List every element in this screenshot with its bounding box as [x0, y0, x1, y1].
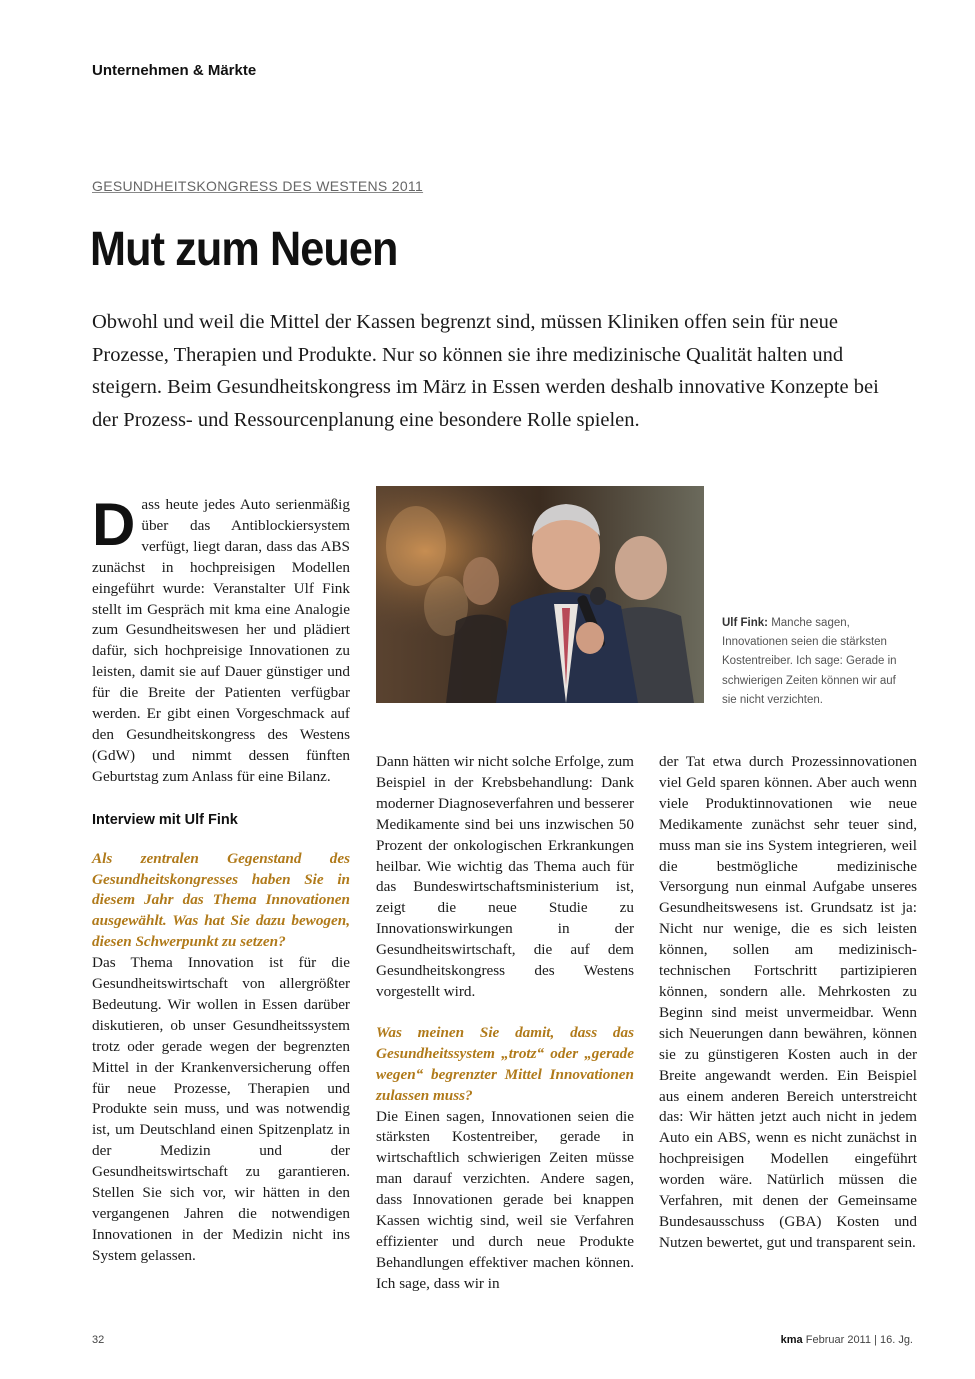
answer-2: Die Einen sagen, Innovationen seien die stärksten Kostentreiber, gerade in wirtschaftlich schwierigen Zeiten müsse man darauf verzichten. Andere sagen, dass Innovationen gerade bei knappen Kassen wichtig sind, weil sie Verfahren effizienter und durch neue Produkte Behandlungen effektiver machen können. Ich sage, dass wir in — [376, 1107, 634, 1292]
interview-subhead: Interview mit Ulf Fink — [92, 811, 238, 828]
text-column-2 — [376, 752, 634, 1295]
portrait-photo — [376, 486, 704, 703]
paragraph-3: der Tat etwa durch Prozessinnovationen viel Geld sparen können. Aber auch wenn viele Produktinnovationen wie neue Medikamente zunächst sehr teuer sind, muss man sie ins System integrieren, weil die bestmögliche medizinische Versorgung nun einmal Aufgabe unseres Gesundheitswesens ist. Grundsatz ist ja: Nicht nur wenige, die es sich leisten können, sollen am medizinisch-technischen Fortschritt partizipieren können, sondern alle. Mehrkosten zu Beginn sind meist unvermeidbar. Wenn sich Neuerungen dann bewähren, können sie zu günstigeren Kosten auch in der Breite angewandt werden. Ein Beispiel aus einem anderen Bereich unterstreicht das: Wir hätten jetzt auch nicht in jedem Auto ein ABS, wenn es nicht zunächst in hochpreisigen Modellen eingeführt worden wäre. Natürlich müssen die Verfahren, mit denen der Gemeinsame Bundesausschuss (GBA) Kosten und Nutzen bewertet, gut und transparent sein. — [659, 753, 917, 1251]
text-column-1 — [92, 491, 350, 1267]
photo-caption — [722, 614, 902, 710]
caption-text: Manche sagen, Innovationen seien die stärksten Kostentreiber. Ich sage: Gerade in schwierigen Zeiten können wir auf sie nicht verzichten. — [722, 617, 897, 706]
speaker-photo-illustration — [376, 486, 704, 703]
lead-paragraph: Obwohl und weil die Mittel der Kassen begrenzt sind, müssen Kliniken offen sein für neue Prozesse, Therapien und Produkte. Nur so können sie ihre medizinische Qualität halten und steigern. Beim Gesundheitskongress im März in Essen werden deshalb innovative Konzepte bei der Prozess- und Ressourcenplanung eine besondere Rolle spielen. — [92, 311, 879, 431]
paragraph-2a: Dann hätten wir nicht solche Erfolge, zum Beispiel in der Krebsbehandlung: Dank moderner Diagnoseverfahren und besserer Medikamente sind bei uns inzwischen 50 Prozent der onkologischen Erkrankungen heilbar. Wie wichtig das Thema auch für das Bundeswirtschaftsministerium ist, zeigt die neue Studie zu Innovationswirkungen in der Gesundheitswirtschaft, die auf dem Gesundheitskongress des Westens vorgestellt wird. — [376, 753, 634, 1000]
footer-issue-info — [781, 1334, 913, 1346]
intro-paragraph — [92, 491, 350, 788]
volume-label: 16. Jg. — [879, 1334, 913, 1346]
dropcap: D — [92, 491, 136, 558]
question-1: Als zentralen Gegenstand des Gesundheitskongresses haben Sie in diesem Jahr das Thema Innovationen ausgewählt. Was hat Sie dazu bewogen, diesen Schwerpunkt zu setzen? — [92, 849, 350, 951]
caption-name: Ulf Fink: — [722, 617, 768, 629]
page-number: 32 — [92, 1334, 105, 1346]
article-kicker: GESUNDHEITSKONGRESS DES WESTENS 2011 — [92, 178, 424, 194]
magazine-brand: kma — [780, 1334, 803, 1346]
section-label: Unternehmen & Märkte — [92, 62, 257, 79]
intro-text: ass heute jedes Auto serienmäßig über das Antiblockiersystem verfügt, liegt daran, dass das ABS zunächst in hochpreisigen Modellen eingeführt wurde: Veranstalter Ulf Fink stellt im Gespräch mit kma eine Analogie zum Gesundheitswesen her und plädiert dafür, sich hochpreisige Innovationen zu leisten, damit sie auf Dauer günstiger und für die Breite der Patienten verfügbar werden. Er gibt einen Vorgeschmack auf den Gesundheitskongress des Westens (GdW) und nimmt dessen fünften Geburtstag zum Anlass für eine Bilanz. — [92, 496, 350, 785]
question-2: Was meinen Sie damit, dass das Gesundheitssystem „trotz“ oder „gerade wegen“ begrenzter Mittel Innovationen zulassen muss? — [376, 1023, 634, 1104]
issue-date: Februar 2011 — [805, 1334, 871, 1346]
article-title: Mut zum Neuen — [90, 223, 398, 276]
footer-separator: | — [874, 1334, 877, 1346]
text-column-3 — [659, 752, 917, 1254]
answer-1: Das Thema Innovation ist für die Gesundheitswirtschaft von allergrößter Bedeutung. Wir wollen in Essen darüber diskutieren, ob unser Gesundheitssystem trotz oder gerade wegen der begrenzten Mittel in der Krankenversicherung offen für neue Prozesse, Therapien und Produkte sein muss, und was notwendig ist, um Deutschland einen Spitzenplatz in der Medizin und der Gesundheitswirtschaft zu garantieren. Stellen Sie sich vor, wir hätten in den vergangenen Jahren die notwendigen Innovationen in der Medizin nicht ins System gelassen. — [92, 954, 350, 1264]
